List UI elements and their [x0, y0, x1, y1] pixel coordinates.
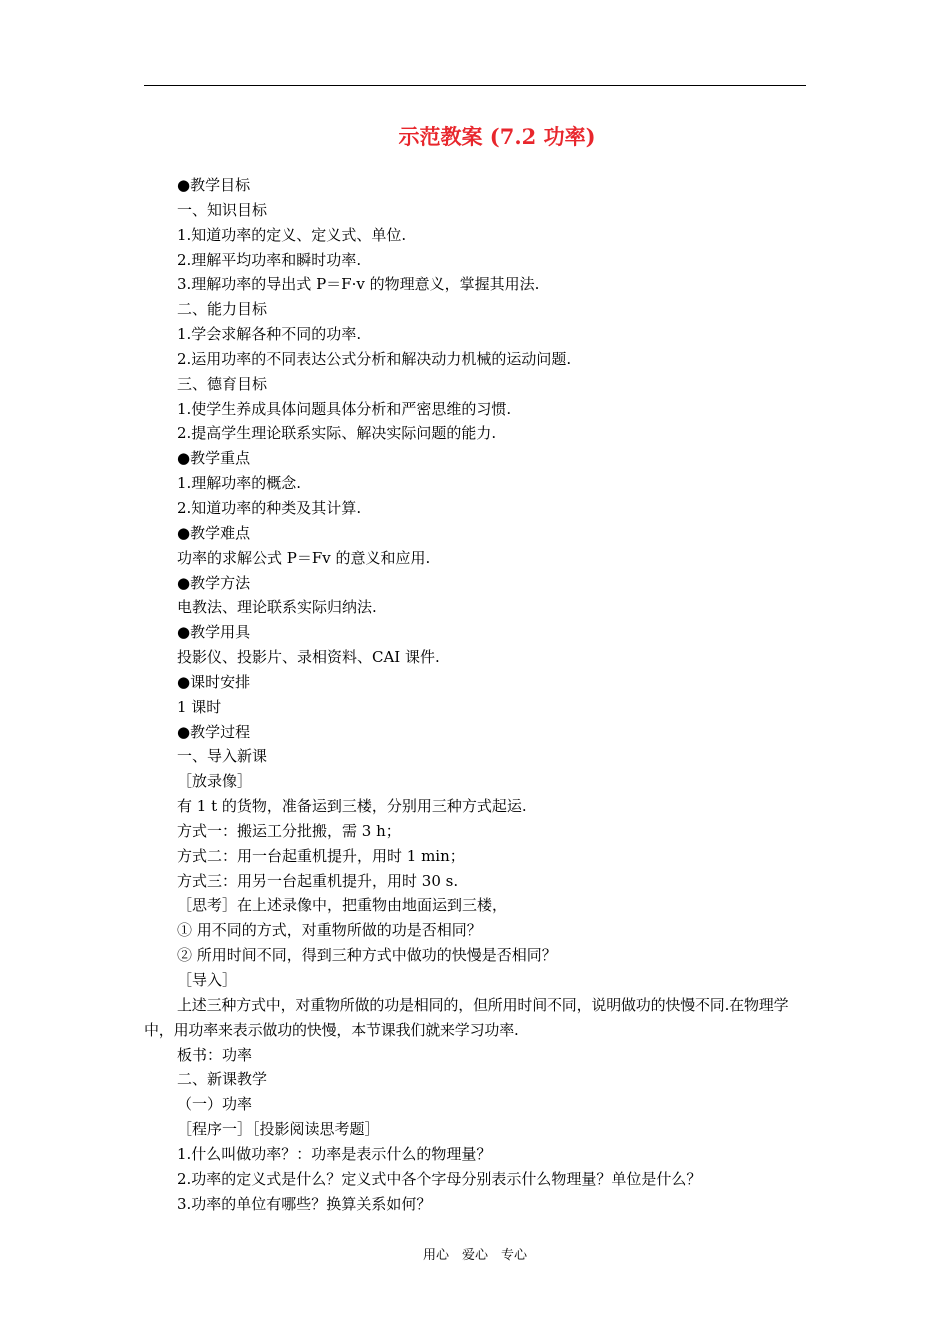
text-line: 3.功率的单位有哪些？换算关系如何？	[177, 1194, 432, 1213]
text-line: ① 用不同的方式，对重物所做的功是否相同？	[177, 921, 482, 940]
text-line: 3.理解功率的导出式 P＝F·v 的物理意义，掌握其用法.	[177, 275, 540, 294]
body-lines	[144, 173, 810, 993]
text-line: 1.什么叫做功率？：功率是表示什么的物理量？	[177, 1144, 492, 1163]
text-line: 1.理解功率的概念.	[177, 474, 302, 493]
body-paragraph: 上述三种方式中，对重物所做的功是相同的，但所用时间不同，说明做功的快慢不同.在物理学中，用功率来表示做功的快慢，本节课我们就来学习功率.	[144, 995, 789, 1039]
text-line: 1.知道功率的定义、定义式、单位.	[177, 225, 407, 244]
text-line: ［放录像］	[177, 772, 253, 791]
text-line: 二、新课教学	[177, 1070, 268, 1089]
text-line: （一）功率	[177, 1095, 253, 1114]
text-line: ●教学过程	[177, 722, 251, 741]
text-line: 1.学会求解各种不同的功率.	[177, 325, 362, 344]
header-rule	[144, 85, 806, 86]
text-line: 1 课时	[177, 697, 222, 716]
text-line: 一、知识目标	[177, 200, 268, 219]
text-line: ●教学方法	[177, 573, 251, 592]
document-title: 示范教案 (7.2 功率)	[398, 124, 596, 149]
text-line: 1.使学生养成具体问题具体分析和严密思维的习惯.	[177, 399, 512, 418]
text-line: ●课时安排	[177, 672, 251, 691]
text-line: ●教学目标	[177, 176, 251, 194]
text-line: ［程序一］［投影阅读思考题］	[177, 1120, 380, 1139]
text-line: 板书：功率	[177, 1045, 253, 1064]
text-line: ●教学难点	[177, 523, 251, 542]
text-line: ●教学用具	[177, 623, 251, 642]
text-line: ●教学重点	[177, 449, 251, 468]
text-line: 有 1 t 的货物，准备运到三楼，分别用三种方式起运.	[177, 797, 527, 816]
text-line: 2.提高学生理论联系实际、解决实际问题的能力.	[177, 424, 497, 443]
text-line: 电教法、理论联系实际归纳法.	[177, 598, 377, 617]
text-line: 方式三：用另一台起重机提升，用时 30 s.	[177, 871, 459, 890]
body-lines-after	[144, 1043, 810, 1217]
text-line: 2.运用功率的不同表达公式分析和解决动力机械的运动问题.	[177, 349, 572, 368]
text-line: 2.知道功率的种类及其计算.	[177, 498, 362, 517]
text-line: 方式二：用一台起重机提升，用时 1 min；	[177, 846, 465, 865]
text-line: ［思考］在上述录像中，把重物由地面运到三楼，	[177, 896, 508, 915]
text-line: 投影仪、投影片、录相资料、CAI 课件.	[177, 648, 440, 667]
text-line: 二、能力目标	[177, 300, 268, 319]
text-line: ［导入］	[177, 971, 238, 989]
document-body	[144, 173, 810, 1216]
text-line: 三、德育目标	[177, 374, 268, 393]
text-line: 一、导入新课	[177, 747, 268, 766]
text-line: 功率的求解公式 P＝Fv 的意义和应用.	[177, 548, 431, 567]
page-footer: 用心 爱心 专心	[422, 1248, 527, 1263]
text-line: 2.理解平均功率和瞬时功率.	[177, 250, 362, 269]
text-line: 2.功率的定义式是什么？定义式中各个字母分别表示什么物理量？单位是什么？	[177, 1169, 702, 1188]
text-line: 方式一：搬运工分批搬，需 3 h；	[177, 821, 401, 840]
text-line: ② 所用时间不同，得到三种方式中做功的快慢是否相同？	[177, 946, 557, 965]
